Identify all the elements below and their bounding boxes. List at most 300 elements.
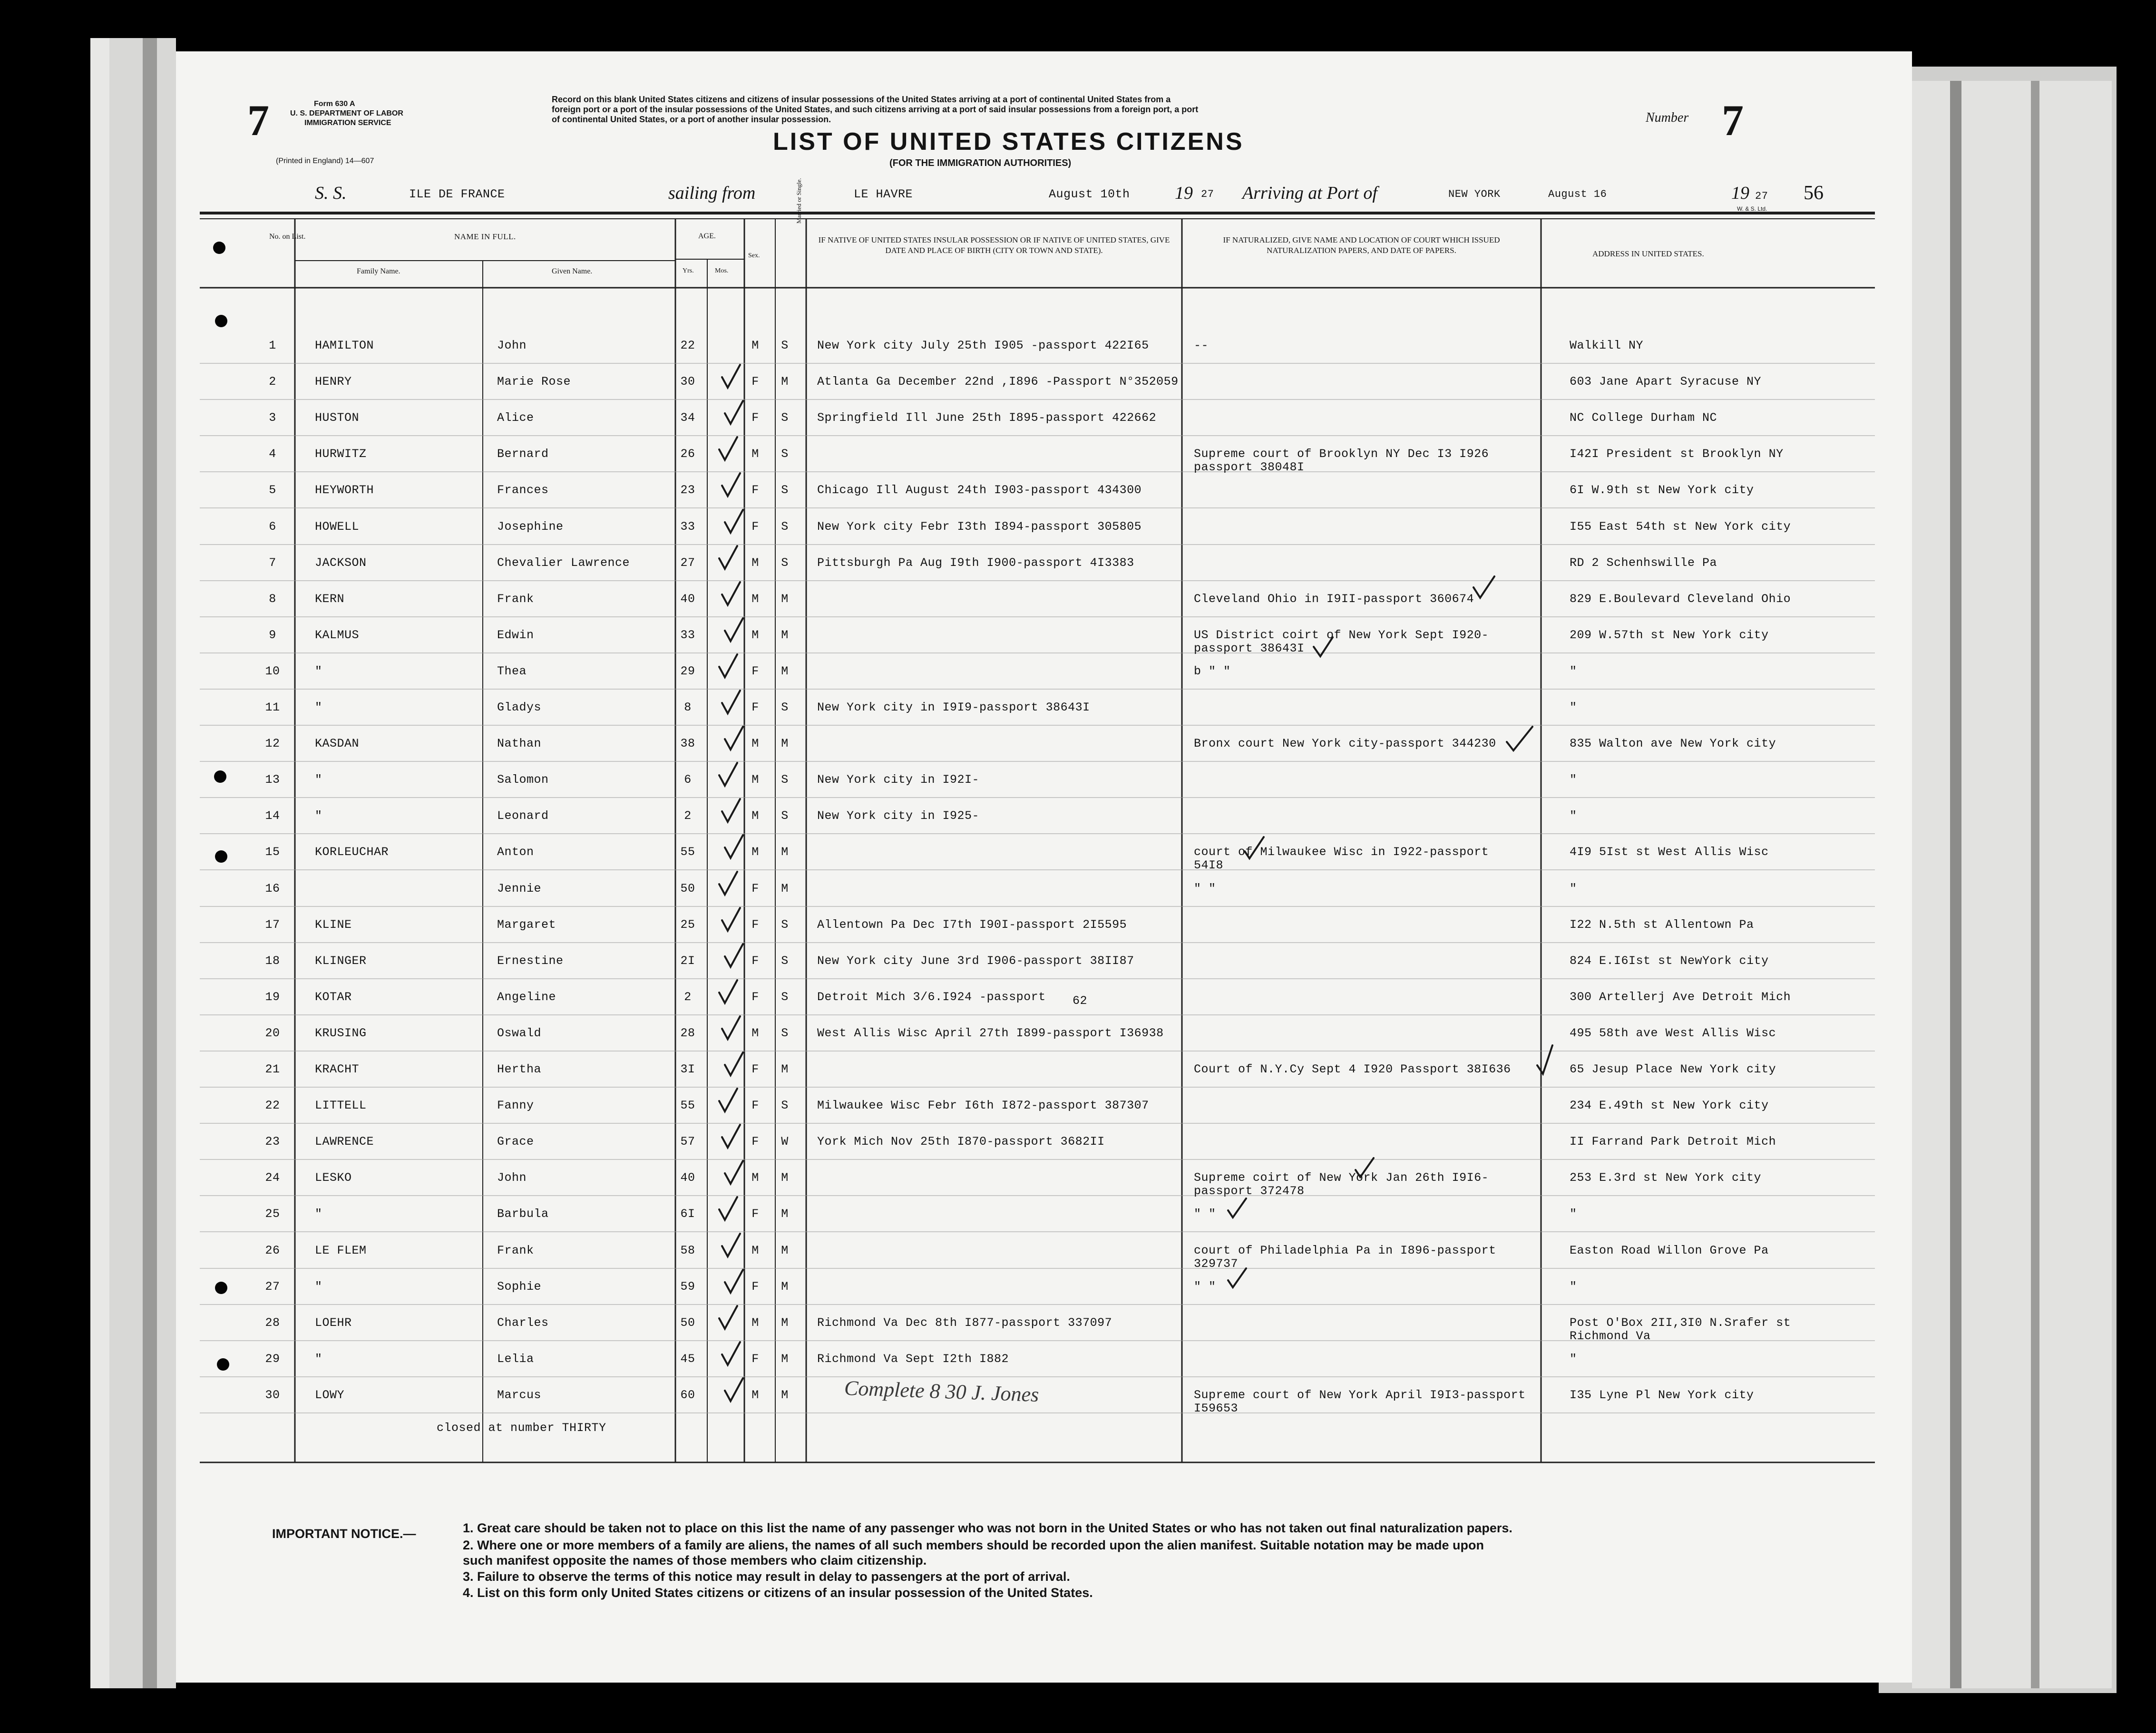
sex: M: [751, 845, 759, 859]
notice-label: IMPORTANT NOTICE.—: [272, 1527, 416, 1541]
naturalization: Bronx court New York city-passport 344230: [1194, 737, 1496, 750]
sex: F: [751, 990, 759, 1004]
family-name: LESKO: [315, 1171, 352, 1185]
naturalization-cont: 329737: [1194, 1257, 1239, 1271]
us-address: 300 Artellerj Ave Detroit Mich: [1570, 990, 1791, 1004]
row-number: 17: [265, 918, 280, 932]
marital-status: M: [781, 1280, 789, 1294]
age-years: 60: [680, 1388, 695, 1402]
given-name: Margaret: [497, 918, 556, 932]
arr-year-label: 19: [1731, 183, 1749, 203]
given-name: John: [497, 1171, 527, 1185]
birth-place-date: Detroit Mich 3/6.I924 -passport: [817, 990, 1046, 1004]
number-label: Number: [1646, 110, 1689, 125]
notice-item-1: 1. Great care should be taken not to place on this list the name of any passenger who was not born in the United States or who has not taken out final naturalization papers.: [463, 1521, 1512, 1535]
marital-status: S: [781, 556, 789, 570]
row-number: 10: [265, 664, 280, 678]
us-address: I22 N.5th st Allentown Pa: [1570, 918, 1754, 932]
marital-status: M: [781, 1244, 789, 1257]
age-years: 55: [680, 845, 695, 859]
birth-place-date: Chicago Ill August 24th I903-passport 434300: [817, 483, 1142, 497]
birth-place-date: Atlanta Ga December 22nd ,I896 -Passport N°352059: [817, 375, 1179, 389]
sex: M: [751, 556, 759, 570]
check-mark: [722, 365, 740, 388]
sex: F: [751, 954, 759, 968]
age-years: 50: [680, 882, 695, 896]
sex: F: [751, 664, 759, 678]
age-years: 28: [680, 1026, 695, 1040]
family-name: KERN: [315, 592, 345, 606]
header-family-name: Family Name.: [357, 267, 400, 275]
family-name: LITTELL: [315, 1099, 367, 1112]
sailing-port: LE HAVRE: [854, 187, 913, 201]
age-years: 45: [680, 1352, 695, 1366]
sex: F: [751, 918, 759, 932]
naturalization: Cleveland Ohio in I9II-passport 360674: [1194, 592, 1474, 606]
family-name: ": [315, 1352, 322, 1366]
given-name: Gladys: [497, 701, 542, 714]
notice-item-3: 3. Failure to observe the terms of this notice may result in delay to passengers at the port of arrival.: [463, 1569, 1070, 1584]
us-address: ": [1570, 809, 1577, 823]
row-number: 22: [265, 1099, 280, 1112]
sailing-year: 27: [1201, 188, 1214, 200]
header-birth: IF NATIVE OF UNITED STATES INSULAR POSSESSION OR IF NATIVE OF UNITED STATES, GIVE DATE AND PLACE OF BIRTH (CITY OR TOWN AND STATE).: [818, 235, 1170, 255]
us-address: I55 East 54th st New York city: [1570, 520, 1791, 534]
row-number: 14: [265, 809, 280, 823]
family-name: HURWITZ: [315, 447, 367, 461]
family-name: LE FLEM: [315, 1244, 367, 1257]
marital-status: S: [781, 1026, 789, 1040]
row-number: 2: [269, 375, 276, 389]
header-naturalized: IF NATURALIZED, GIVE NAME AND LOCATION OF COURT WHICH ISSUED NATURALIZATION PAPERS, AND DATE OF PAPERS.: [1223, 235, 1500, 255]
sailing-label: sailing from: [668, 183, 756, 203]
given-name: Frank: [497, 1244, 534, 1257]
birth-place-date: New York city in I9I9-passport 38643I: [817, 701, 1090, 714]
us-address: ": [1570, 1280, 1577, 1294]
arrival-port: NEW YORK: [1448, 188, 1501, 200]
family-name: ": [315, 773, 322, 787]
us-address: ": [1570, 664, 1577, 678]
arrival-date: August 16: [1548, 188, 1607, 200]
given-name: Hertha: [497, 1062, 542, 1076]
row-number: 24: [265, 1171, 280, 1185]
check-mark: [722, 1342, 740, 1365]
age-years: 22: [680, 339, 695, 352]
marital-status: M: [781, 1062, 789, 1076]
sex: F: [751, 1207, 759, 1221]
marital-status: M: [781, 375, 789, 389]
family-name: HENRY: [315, 375, 352, 389]
sex: F: [751, 1280, 759, 1294]
sex: M: [751, 339, 759, 352]
given-name: John: [497, 339, 527, 352]
check-mark: [722, 1234, 740, 1256]
us-address: RD 2 Schenhswille Pa: [1570, 556, 1717, 570]
age-years: 6: [684, 773, 692, 787]
row-number: 11: [265, 701, 280, 714]
us-address: 253 E.3rd st New York city: [1570, 1171, 1762, 1185]
row-number: 3: [269, 411, 276, 425]
sex: F: [751, 1135, 759, 1149]
us-address: I42I President st Brooklyn NY: [1570, 447, 1784, 461]
row-number: 9: [269, 628, 276, 642]
sex: F: [751, 483, 759, 497]
given-name: Leonard: [497, 809, 549, 823]
dept-line-1: U. S. DEPARTMENT OF LABOR: [290, 109, 403, 117]
naturalization: " ": [1194, 1207, 1216, 1221]
handwritten-signature: Complete 8 30 J. Jones: [844, 1376, 1040, 1407]
arrival-year: 27: [1755, 190, 1768, 202]
family-name: ": [315, 1280, 322, 1294]
family-name: KLINGER: [315, 954, 367, 968]
closed-note: closed at number THIRTY: [437, 1421, 606, 1435]
marital-status: S: [781, 447, 789, 461]
left-frame-mark: 7: [247, 96, 269, 145]
us-address: Post O'Box 2II,3I0 N.Srafer st: [1570, 1316, 1791, 1330]
row-number: 15: [265, 845, 280, 859]
sex: M: [751, 737, 759, 750]
age-years: 34: [680, 411, 695, 425]
age-years: 59: [680, 1280, 695, 1294]
notice-item-4: 4. List on this form only United States citizens or citizens of an insular possession of the United States.: [463, 1586, 1093, 1600]
birth-place-date: Allentown Pa Dec I7th I90I-passport 2I5595: [817, 918, 1127, 932]
naturalization-cont: passport 38048I: [1194, 460, 1305, 474]
family-name: ": [315, 809, 322, 823]
row-number: 28: [265, 1316, 280, 1330]
family-name: KRUSING: [315, 1026, 367, 1040]
marital-status: S: [781, 520, 789, 534]
year-label: 19: [1175, 183, 1193, 203]
naturalization-cont: passport 372478: [1194, 1184, 1305, 1198]
us-address: 209 W.57th st New York city: [1570, 628, 1769, 642]
us-address: 603 Jane Apart Syracuse NY: [1570, 375, 1762, 389]
header-sex: Sex.: [748, 252, 760, 259]
check-mark: [719, 437, 737, 460]
check-mark: [719, 1089, 737, 1111]
family-name: KASDAN: [315, 737, 360, 750]
page-subtitle: (FOR THE IMMIGRATION AUTHORITIES): [889, 158, 1072, 168]
us-address: 65 Jesup Place New York city: [1570, 1062, 1776, 1076]
check-mark: [722, 799, 740, 822]
us-address: ": [1570, 701, 1577, 714]
family-name: LOEHR: [315, 1316, 352, 1330]
page-title: LIST OF UNITED STATES CITIZENS: [773, 128, 1244, 156]
sex: F: [751, 411, 759, 425]
given-name: Sophie: [497, 1280, 542, 1294]
sex: M: [751, 1388, 759, 1402]
family-name: KOTAR: [315, 990, 352, 1004]
header-no: No. on List.: [269, 233, 306, 241]
naturalization: Court of N.Y.Cy Sept 4 I920 Passport 38I636: [1194, 1062, 1511, 1076]
us-address: 829 E.Boulevard Cleveland Ohio: [1570, 592, 1791, 606]
check-mark: [725, 1161, 743, 1184]
family-name: HOWELL: [315, 520, 360, 534]
birth-place-date: Richmond Va Sept I2th I882: [817, 1352, 1009, 1366]
naturalization: US District coirt of New York Sept I920-: [1194, 628, 1489, 642]
marital-status: S: [781, 339, 789, 352]
naturalization: " ": [1194, 1280, 1216, 1294]
header-mos: Mos.: [715, 267, 729, 274]
birth-place-date: Pittsburgh Pa Aug I9th I900-passport 4I3383: [817, 556, 1134, 570]
family-name: HUSTON: [315, 411, 360, 425]
printer-mark: W. & S. Ltd.: [1737, 205, 1767, 212]
family-name: LOWY: [315, 1388, 345, 1402]
birth-place-date: Richmond Va Dec 8th I877-passport 337097: [817, 1316, 1112, 1330]
marital-status: M: [781, 1352, 789, 1366]
marital-status: S: [781, 918, 789, 932]
age-years: 29: [680, 664, 695, 678]
family-name: ": [315, 664, 322, 678]
page-number: 56: [1804, 182, 1824, 204]
age-years: 40: [680, 592, 695, 606]
sex: F: [751, 1099, 759, 1112]
dept-line-2: IMMIGRATION SERVICE: [304, 119, 391, 127]
row-number: 6: [269, 520, 276, 534]
given-name: Angeline: [497, 990, 556, 1004]
naturalization: --: [1194, 339, 1209, 352]
family-name: KORLEUCHAR: [315, 845, 389, 859]
instructions-line-2: foreign port or a port of the insular possessions of the United States, and such citizens arriving at a port of said insular possessions from a foreign port, a port: [552, 105, 1199, 114]
header-address: ADDRESS IN UNITED STATES.: [1592, 249, 1704, 258]
marital-status: S: [781, 809, 789, 823]
row-number: 26: [265, 1244, 280, 1257]
marital-status: M: [781, 664, 789, 678]
age-years: 55: [680, 1099, 695, 1112]
birth-place-date: New York city July 25th I905 -passport 422I65: [817, 339, 1149, 352]
given-name: Alice: [497, 411, 534, 425]
age-years: 2: [684, 990, 692, 1004]
check-mark: [719, 980, 737, 1003]
age-years: 58: [680, 1244, 695, 1257]
sailing-date: August 10th: [1049, 187, 1130, 201]
row-number: 23: [265, 1135, 280, 1149]
marital-status: M: [781, 1316, 789, 1330]
header-given-name: Given Name.: [552, 267, 593, 275]
check-mark: [719, 872, 737, 895]
sex: M: [751, 1026, 759, 1040]
row-number: 29: [265, 1352, 280, 1366]
naturalization: court of Milwaukee Wisc in I922-passport: [1194, 845, 1489, 859]
us-address: ": [1570, 1352, 1577, 1366]
us-address: ": [1570, 1207, 1577, 1221]
given-name: Ernestine: [497, 954, 564, 968]
given-name: Salomon: [497, 773, 549, 787]
check-mark: [719, 1197, 737, 1220]
row-number: 25: [265, 1207, 280, 1221]
row-number: 19: [265, 990, 280, 1004]
us-address: 6I W.9th st New York city: [1570, 483, 1754, 497]
row-number: 30: [265, 1388, 280, 1402]
marital-status: M: [781, 628, 789, 642]
given-name: Charles: [497, 1316, 549, 1330]
marital-status: M: [781, 882, 789, 896]
naturalization: b " ": [1194, 664, 1231, 678]
age-years: 3I: [680, 1062, 695, 1076]
birth-place-date: West Allis Wisc April 27th I899-passport I36938: [817, 1026, 1164, 1040]
family-name: HAMILTON: [315, 339, 374, 352]
row-number: 5: [269, 483, 276, 497]
age-years: 33: [680, 520, 695, 534]
birth-place-date: New York city Febr I3th I894-passport 305805: [817, 520, 1142, 534]
age-years: 33: [680, 628, 695, 642]
check-mark: [722, 1125, 740, 1148]
check-mark: [722, 582, 740, 605]
marital-status: M: [781, 845, 789, 859]
age-years: 27: [680, 556, 695, 570]
marital-status: S: [781, 411, 789, 425]
ss-label: S. S.: [315, 183, 347, 203]
check-mark: [722, 1016, 740, 1039]
given-name: Marcus: [497, 1388, 542, 1402]
marital-status: S: [781, 773, 789, 787]
us-address: ": [1570, 882, 1577, 896]
us-address: 835 Walton ave New York city: [1570, 737, 1776, 750]
sex: F: [751, 1352, 759, 1366]
check-mark: [722, 691, 740, 713]
marital-status: M: [781, 737, 789, 750]
age-years: 2I: [680, 954, 695, 968]
birth-place-date: New York city in I925-: [817, 809, 980, 823]
sex: M: [751, 1244, 759, 1257]
birth-place-date: Milwaukee Wisc Febr I6th I872-passport 387307: [817, 1099, 1149, 1112]
check-mark: [725, 835, 743, 858]
row19-extra-note: 62: [1073, 994, 1088, 1008]
age-years: 38: [680, 737, 695, 750]
header-name-in-full: NAME IN FULL.: [454, 232, 516, 241]
sex: M: [751, 809, 759, 823]
form-number: Form 630 A: [314, 100, 355, 108]
row-number: 13: [265, 773, 280, 787]
row-number: 1: [269, 339, 276, 352]
marital-status: S: [781, 483, 789, 497]
given-name: Jennie: [497, 882, 542, 896]
row-number: 8: [269, 592, 276, 606]
sex: M: [751, 628, 759, 642]
us-address: NC College Durham NC: [1570, 411, 1717, 425]
family-name: ": [315, 701, 322, 714]
us-address: II Farrand Park Detroit Mich: [1570, 1135, 1776, 1149]
age-years: 57: [680, 1135, 695, 1149]
given-name: Frances: [497, 483, 549, 497]
naturalization-cont: I59653: [1194, 1402, 1239, 1415]
us-address: ": [1570, 773, 1577, 787]
given-name: Thea: [497, 664, 527, 678]
family-name: LAWRENCE: [315, 1135, 374, 1149]
marital-status: S: [781, 701, 789, 714]
naturalization: Supreme court of New York April I9I3-passport: [1194, 1388, 1526, 1402]
marital-status: M: [781, 1388, 789, 1402]
marital-status: W: [781, 1135, 789, 1149]
sex: F: [751, 1062, 759, 1076]
given-name: Oswald: [497, 1026, 542, 1040]
family-name: JACKSON: [315, 556, 367, 570]
sex: M: [751, 773, 759, 787]
given-name: Marie Rose: [497, 375, 571, 389]
notice-item-2-cont: such manifest opposite the names of those members who claim citizenship.: [463, 1553, 927, 1567]
row-number: 18: [265, 954, 280, 968]
check-mark: [719, 654, 737, 677]
given-name: Frank: [497, 592, 534, 606]
given-name: Anton: [497, 845, 534, 859]
row-number: 20: [265, 1026, 280, 1040]
marital-status: M: [781, 1171, 789, 1185]
naturalization: Supreme court of Brooklyn NY Dec I3 I926: [1194, 447, 1489, 461]
us-address: Easton Road Willon Grove Pa: [1570, 1244, 1769, 1257]
marital-status: S: [781, 990, 789, 1004]
naturalization: Supreme coirt of New York Jan 26th I9I6-: [1194, 1171, 1489, 1185]
header-yrs: Yrs.: [683, 267, 694, 274]
given-name: Grace: [497, 1135, 534, 1149]
instructions-line-1: Record on this blank United States citizens and citizens of insular possessions of the United States arriving at a port of continental United States from a: [552, 95, 1171, 104]
check-mark: [722, 908, 740, 931]
check-mark: [725, 510, 743, 533]
family-name: HEYWORTH: [315, 483, 374, 497]
us-address: 4I9 5Ist st West Allis Wisc: [1570, 845, 1769, 859]
ship-name: ILE DE FRANCE: [409, 187, 505, 201]
sex: F: [751, 520, 759, 534]
marital-status: M: [781, 1207, 789, 1221]
us-address: 234 E.49th st New York city: [1570, 1099, 1769, 1112]
age-years: 26: [680, 447, 695, 461]
check-mark: [725, 1052, 743, 1075]
check-mark: [725, 727, 743, 750]
check-mark: [725, 401, 743, 424]
header-age: AGE.: [698, 232, 716, 240]
family-name: ": [315, 1207, 322, 1221]
check-mark: [725, 618, 743, 641]
family-name: KLINE: [315, 918, 352, 932]
sex: F: [751, 701, 759, 714]
marital-status: S: [781, 1099, 789, 1112]
naturalization-cont: passport 38643I: [1194, 642, 1305, 655]
age-years: 40: [680, 1171, 695, 1185]
us-address: 824 E.I6Ist st NewYork city: [1570, 954, 1769, 968]
header-married-single: Married or Single.: [795, 178, 802, 224]
birth-place-date: York Mich Nov 25th I870-passport 3682II: [817, 1135, 1105, 1149]
given-name: Nathan: [497, 737, 542, 750]
us-address: I35 Lyne Pl New York city: [1570, 1388, 1754, 1402]
row-number: 21: [265, 1062, 280, 1076]
naturalization: court of Philadelphia Pa in I896-passport: [1194, 1244, 1496, 1257]
age-years: 30: [680, 375, 695, 389]
given-name: Fanny: [497, 1099, 534, 1112]
age-years: 50: [680, 1316, 695, 1330]
sex: F: [751, 375, 759, 389]
us-address: 495 58th ave West Allis Wisc: [1570, 1026, 1776, 1040]
family-name: KALMUS: [315, 628, 360, 642]
sex: M: [751, 1171, 759, 1185]
check-mark: [725, 1378, 743, 1401]
check-mark: [725, 944, 743, 967]
row-number: 4: [269, 447, 276, 461]
birth-place-date: Springfield Ill June 25th I895-passport 422662: [817, 411, 1157, 425]
age-years: 2: [684, 809, 692, 823]
age-years: 6I: [680, 1207, 695, 1221]
given-name: Bernard: [497, 447, 549, 461]
row-number: 27: [265, 1280, 280, 1294]
age-years: 8: [684, 701, 692, 714]
given-name: Josephine: [497, 520, 564, 534]
row-number: 16: [265, 882, 280, 896]
check-mark: [719, 1306, 737, 1329]
arriving-label: Arriving at Port of: [1242, 183, 1377, 203]
naturalization-cont: 54I8: [1194, 858, 1224, 872]
given-name: Lelia: [497, 1352, 534, 1366]
given-name: Barbula: [497, 1207, 549, 1221]
given-name: Edwin: [497, 628, 534, 642]
row-number: 7: [269, 556, 276, 570]
check-mark: [719, 546, 737, 569]
